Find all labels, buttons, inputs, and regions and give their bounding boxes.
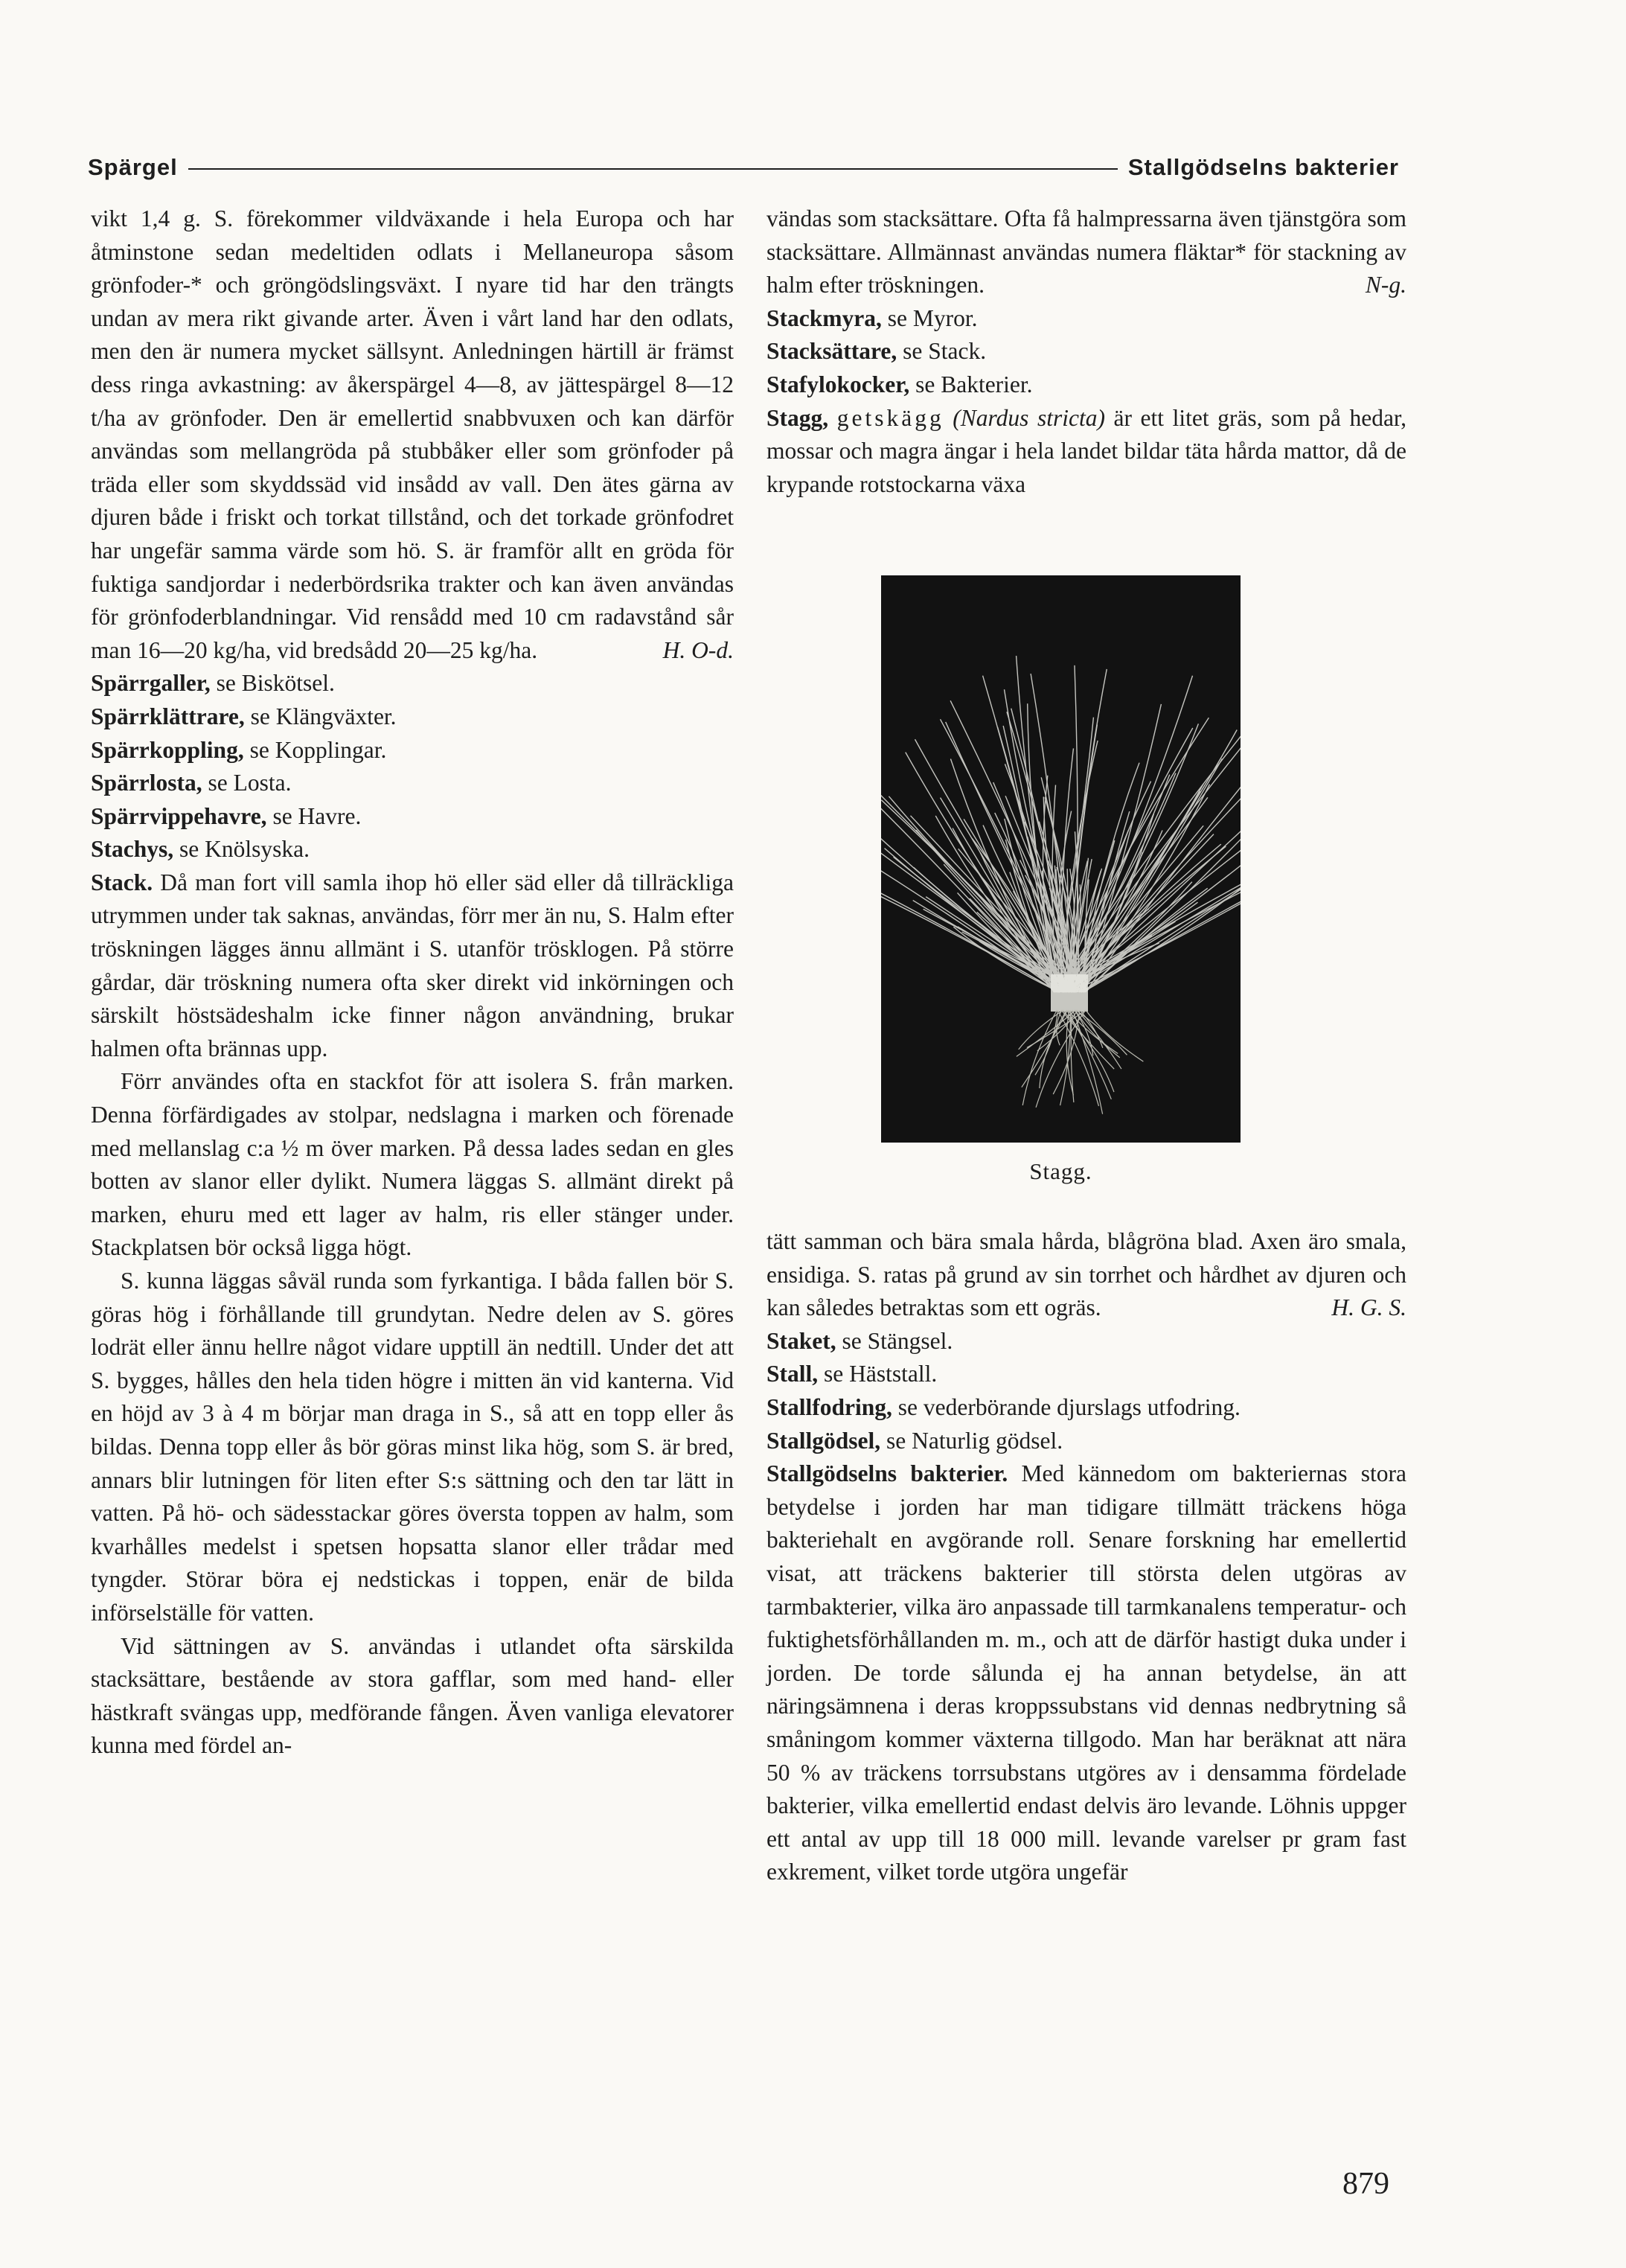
entry-text: se Naturlig gödsel. <box>880 1427 1063 1454</box>
entry-text: Med kännedom om bakteriernas stora betydelse i jorden har man tidigare tillmätt träckens höga bakteriehalt en avgörande roll. Senare forskning har emellertid visat, att träckens bakterier till största delen utgöras av tarmbakterier, vilka äro anpassade till tarmkanalens temperatur- och fuktighetsförhållanden m. m., och att de därför hastigt duka under i jorden. De torde sålunda ej ha annan betydelse, än att näringsämnena i deras kroppssubstans vid dennas nedbrytning så småningom kommer växterna tillgodo. Man har beräknat att nära 50 % av träckens torrsubstans utgöres av i densamma fördelade bakterier, vilka emellertid endast delvis äro levande. Löhnis uppger ett antal av upp till 18 000 mill. levande varelser pr gram fast exkrement, vilket torde utgöra ungefär <box>766 1460 1406 1885</box>
author-signature: H. O-d. <box>662 636 734 663</box>
entry-text: se Losta. <box>202 770 292 796</box>
entry-text: tätt samman och bära smala hårda, blågröna blad. Axen äro smala, ensidiga. S. ratas på grund av sin torrhet och hårdhet av djuren och kan således betraktas som ett ogräs. <box>766 1228 1406 1321</box>
dictionary-entry <box>766 302 1406 336</box>
entry-text: vikt 1,4 g. S. förekommer vildväxande i hela Europa och har åtminstone sedan medeltiden odlats i Mellaneuropa såsom grönfoder-* och gröngödslingsväxt. I nyare tid har den trängts undan av mera rikt givande arter. Även i vårt land har den odlats, men den är numera mycket sällsynt. Anledningen härtill är främst dess ringa avkastning: av åkerspärgel 4—8, av jättespärgel 8—12 t/ha av grönfoder. Den är emellertid snabbvuxen och kan därför användas som mellangröda på stubbåker eller som grönfoder på träda eller som skyddssäd vid insådd av vall. Den ätes gärna av djuren både i friskt och torkat tillstånd, och det torkade grönfodret har ungefär samma värde som hö. S. är framför allt en gröda för fuktiga sandjordar i nederbördsrika trakter och kan även användas för grönfoderblandningar. Vid rensådd med 10 cm radavstånd sår man 16—20 kg/ha, vid bredsådd 20—25 kg/ha. <box>91 205 734 663</box>
headword: Stackmyra, <box>766 304 882 331</box>
dictionary-entry <box>766 1425 1406 1458</box>
entry-text: se Myror. <box>881 304 978 331</box>
entry-text: vändas som stacksättare. Ofta få halmpressarna även tjänstgöra som stacksättare. Allmännast användas numera fläktar* för stackning av halm efter tröskningen. <box>766 205 1406 298</box>
dictionary-entry <box>766 1391 1406 1425</box>
entry-text: Vid sättningen av S. användas i utlandet ofta särskilda stacksättare, bestående av stora gafflar, som med hand- eller hästkraft svängas upp, medförande fången. Även vanliga elevatorer kunna med fördel an- <box>91 1632 734 1759</box>
entry-text: se Biskötsel. <box>210 670 335 697</box>
author-signature: H. G. S. <box>1331 1294 1406 1321</box>
root-strand <box>1022 1010 1057 1105</box>
headword: Spärrlosta, <box>91 770 202 796</box>
paragraph <box>766 202 1406 302</box>
headword: Stack. <box>91 869 153 895</box>
grass-tuft-illustration <box>881 575 1241 1143</box>
headword: Stall, <box>766 1361 819 1387</box>
headword: Stafylokocker, <box>766 371 910 397</box>
grass-blade <box>1058 718 1209 992</box>
grass-blade <box>1055 712 1241 992</box>
spaced-term: getskägg <box>836 404 944 431</box>
headword: Stacksättare, <box>766 338 897 365</box>
root-strand <box>1076 1010 1127 1055</box>
headword: Stallgödselns bakterier. <box>766 1460 1008 1487</box>
left-column <box>91 202 734 1763</box>
entry-text: se Knölsyska. <box>173 836 310 863</box>
headword: Stachys, <box>91 836 174 863</box>
headword: Stallfodring, <box>766 1393 892 1420</box>
right-column-bottom <box>766 1225 1406 1889</box>
headword: Stallgödsel, <box>766 1427 881 1454</box>
dictionary-entry <box>91 833 734 866</box>
entry-text: se vederbörande djurslags utfodring. <box>892 1393 1241 1420</box>
right-column-top <box>766 202 1406 501</box>
dictionary-entry <box>91 700 734 734</box>
dictionary-entry <box>766 1325 1406 1358</box>
dictionary-entry <box>91 767 734 800</box>
dictionary-entry <box>766 1358 1406 1391</box>
grass-blade <box>1064 825 1203 992</box>
headword: Staket, <box>766 1327 836 1354</box>
root-strand <box>1035 1010 1057 1075</box>
dictionary-entry <box>766 335 1406 368</box>
dictionary-entry <box>91 866 734 1066</box>
header-left-title: Spärgel <box>88 154 178 180</box>
dictionary-entry <box>91 800 734 834</box>
header-right-title: Stallgödselns bakterier <box>1127 154 1399 180</box>
latin-name: (Nardus stricta) <box>953 404 1105 431</box>
page-number: 879 <box>1342 2167 1389 2201</box>
root-strand <box>1022 1010 1068 1087</box>
entry-text: Förr användes ofta en stackfot för att isolera S. från marken. Denna förfärdigades av stolpar, nedslagna i marken och förenade med mellanslag c:a ½ m över marken. På dessa lades sedan en gles botten av slanor eller dylikt. Numera läggas S. allmänt direkt på marken, ehuru med ett lager av halm, ris eller stänger under. Stackplatsen bör också ligga högt. <box>91 1068 734 1261</box>
entry-text: se Stängsel. <box>836 1327 953 1354</box>
headword: Spärrvippehavre, <box>91 802 267 829</box>
entry-text: se Stack. <box>897 338 987 365</box>
paragraph <box>91 1065 734 1265</box>
dictionary-entry <box>766 368 1406 402</box>
entry-text: se Bakterier. <box>909 371 1033 397</box>
entry-stagg <box>766 402 1406 502</box>
entry-text: se Kopplingar. <box>243 736 387 763</box>
entry-text: se Klängväxter. <box>244 703 397 729</box>
grass-blade <box>1072 760 1241 992</box>
entry-text: S. kunna läggas såväl runda som fyrkantiga. I båda fallen bör S. göras hög i förhållande till grundytan. Nedre delen av S. göres lodrät eller ännu hellre något vidare upptill än nedtill. Under det att S. bygges, hålles den hela tiden högre i mitten än vid kanterna. Vid en höjd av 3 à 4 m börjar man draga in S., så att en topp eller ås bildas. Denna topp eller ås bör göras minst lika hög, som S. är bred, annars blir lutningen för liten efter S:s sättning och den tar lätt in vatten. På hö- och sädesstackar göres översta toppen av halm, som kvarhålles medelst i spetsen hopsatta slanor eller trådar med tyngder. Störar böra ej nedstickas i toppen, enär de bilda införselställe för vatten. <box>91 1268 734 1626</box>
paragraph <box>91 1265 734 1630</box>
paragraph <box>766 1225 1406 1325</box>
entry-text: Då man fort vill samla ihop hö eller säd eller då tillräckliga utrymmen under tak saknas, användas, förr mer än nu, S. Halm efter tröskningen lägges ännu allmänt i S. utanför trösklogen. På större gårdar, där tröskning numera ofta sker direkt vid inkörningen och särskilt höstsädeshalm icke finner någon användning, brukar halmen ofta brännas upp. <box>91 869 734 1061</box>
headword: Spärrklättrare, <box>91 703 245 729</box>
dictionary-entry <box>91 734 734 767</box>
figure-caption: Stagg. <box>1029 1158 1092 1184</box>
author-signature: N-g. <box>1365 272 1406 298</box>
entry-text: är ett litet gräs, som på hedar, mossar och magra ängar i hela landet bildar täta hårda mattor, då de krypande rotstockarna växa <box>766 404 1407 497</box>
paragraph <box>91 202 734 667</box>
paragraph <box>91 1630 734 1763</box>
running-header <box>88 149 1399 186</box>
headword: Spärrgaller, <box>91 670 211 697</box>
entry-text: se Häststall. <box>818 1361 938 1387</box>
dictionary-entry <box>91 667 734 700</box>
dictionary-entry <box>766 1457 1406 1889</box>
stagg-photo <box>881 575 1241 1143</box>
entry-text: se Havre. <box>266 802 362 829</box>
root-strand <box>1040 1010 1067 1088</box>
headword: Spärrkoppling, <box>91 736 244 763</box>
headword: Stagg, <box>766 404 829 431</box>
header-rule <box>188 168 1118 170</box>
